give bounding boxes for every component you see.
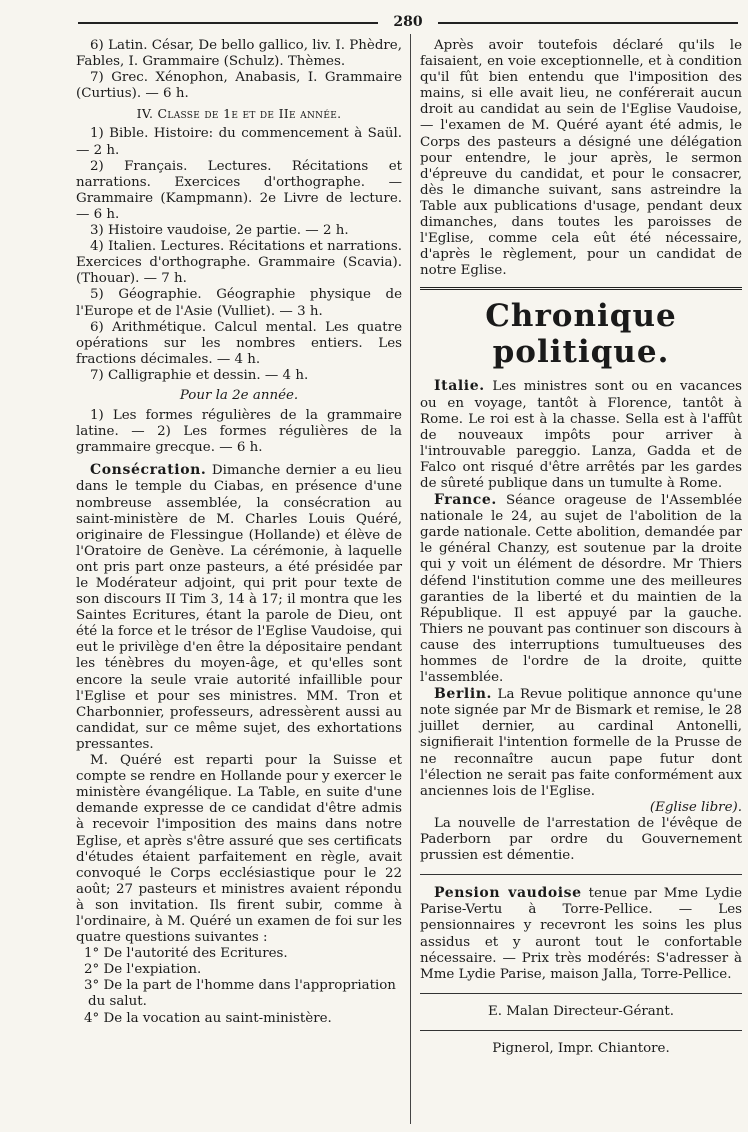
berlin-source: (Eglise libre).	[649, 799, 742, 815]
page-number: 280	[393, 14, 423, 30]
header-rule-left	[78, 22, 378, 24]
left-column	[76, 38, 402, 1027]
classe-title: IV. Classe de 1e et de IIe année.	[136, 106, 342, 122]
gerant-line: E. Malan Directeur-Gérant.	[487, 1003, 675, 1019]
right-column	[420, 38, 742, 1057]
berlin-article	[420, 686, 742, 800]
imprimeur-line: Pignerol, Impr. Chiantore.	[492, 1040, 670, 1056]
section-divider	[420, 287, 742, 290]
section-divider	[420, 993, 742, 994]
deuxieme-annee-text: 1) Les formes régulières de la grammaire latine. — 2) Les formes régulières de la grammaire grecque. — 6 h.	[76, 408, 402, 456]
header-rule-right	[438, 22, 738, 24]
chronique-title: Chronique politique.	[485, 298, 677, 371]
grec-item: 7) Grec. Xénophon, Anabasis, I. Grammaire (Curtius). — 6 h.	[76, 70, 402, 102]
berlin-text: La Revue politique annonce qu'une note signée par Mr de Bismark et remise, le 28 juillet dernier, au cardinal Antonelli, signifierait l'intention formelle de la Prusse de ne reconnaître aucun pape futur dont l'élection ne serait pas faite conformément aux anciennes lois de l'Eglise.	[420, 687, 742, 799]
classe-item: 2) Français. Lectures. Récitations et narrations. Exercices d'orthographe. — Grammaire (Kampmann). 2e Livre de lecture. — 6 h.	[76, 158, 402, 222]
italie-text: Les ministres sont ou en vacances ou en voyage, tantôt à Florence, tantôt à Rome. Le roi est à la chasse. Sella est à l'affût de nouveaux impôts pour arriver à l'introuvable pareggio. Lanza, Gadda et de Falco ont risqué d'être arrêtés par les gardes de sûreté publique dans un tumulte à Rome.	[420, 379, 742, 491]
section-divider	[420, 874, 742, 875]
berlin-heading: Berlin.	[434, 686, 493, 703]
question-item: 4° De la vocation au saint-ministère.	[84, 1010, 332, 1026]
consecration-heading: Consécration.	[90, 462, 207, 479]
latin-item: 6) Latin. César, De bello gallico, liv. I. Phèdre, Fables, I. Grammaire (Schulz). Thèmes.	[76, 38, 402, 70]
classe-item: 1) Bible. Histoire: du commencement à Saül. — 2 h.	[76, 126, 402, 158]
column-separator	[410, 34, 411, 1124]
classe-item: 6) Arithmétique. Calcul mental. Les quatre opérations sur les nombres entiers. Les fractions décimales. — 4 h.	[76, 319, 402, 367]
deuxieme-annee-title: Pour la 2e année.	[179, 387, 299, 403]
eveque-text: La nouvelle de l'arrestation de l'évêque de Paderborn par ordre du Gouvernement prussien est démentie.	[420, 815, 742, 864]
page-header	[78, 14, 738, 30]
italie-heading: Italie.	[434, 378, 485, 395]
question-item: 2° De l'expiation.	[84, 962, 202, 978]
france-article	[420, 492, 742, 686]
italie-article	[420, 378, 742, 492]
consecration-text: Dimanche dernier a eu lieu dans le temple du Ciabas, en présence d'une nombreuse assemblée, la consécration au saint-ministère de M. Charles Louis Quéré, originaire de Flessingue (Hollande) et élève de l'Oratoire de Genève. La cérémonie, à laquelle ont pris part onze pasteurs, a été présidée par le Modérateur adjoint, qui prit pour texte de son discours II Tim 3, 14 à 17; il montra que les Saintes Ecritures, étant la parole de Dieu, ont été la force et le trésor de l'Eglise Vaudoise, qui eut le privilège d'en être la dépositaire pendant les ténèbres du moyen-âge, et qu'elles sont encore la seule vraie autorité infaillible pour l'Eglise et pour ses ministres. MM. Tron et Charbonnier, professeurs, adressèrent aussi au candidat, sur ce même sujet, des exhortations pressantes.	[76, 463, 402, 752]
section-divider	[420, 1030, 742, 1031]
question-item: 1° De l'autorité des Ecritures.	[84, 946, 288, 962]
classe-item: 5) Géographie. Géographie physique de l'Europe et de l'Asie (Vulliet). — 3 h.	[76, 287, 402, 319]
pension-text: tenue par Mme Lydie Parise-Vertu à Torre-Pellice. — Les pensionnaires y recevront les soins les plus assidus et y auront tout le confortable nécessaire. — Prix très modérés: S'adresser à Mme Lydie Parise, maison Jalla, Torre-Pellice.	[420, 886, 742, 982]
classe-item: 3) Histoire vaudoise, 2e partie. — 2 h.	[90, 223, 349, 239]
classe-item: 7) Calligraphie et dessin. — 4 h.	[90, 367, 309, 383]
pension-ad	[420, 885, 742, 983]
france-heading: France.	[434, 492, 497, 509]
question-item: 3° De la part de l'homme dans l'appropriation du salut.	[84, 978, 396, 1010]
france-text: Séance orageuse de l'Assemblée nationale le 24, au sujet de l'abolition de la garde nationale. Cette abolition, demandée par le général Chanzy, est soutenue par la droite qui y voit un élément de désordre. Mr Thiers défend l'institution comme une des meilleures garanties de la liberté et du maintien de la République. Il est appuyé par la gauche. Thiers ne pouvant pas continuer son discours à cause des interruptions tumultueuses des hommes de l'ordre de la droite, quitte l'assemblée.	[420, 493, 742, 686]
consecration-article	[76, 462, 402, 753]
quere-text: M. Quéré est reparti pour la Suisse et compte se rendre en Hollande pour y exercer le ministère évangélique. La Table, en suite d'une demande expresse de ce candidat d'être admis à recevoir l'imposition des mains dans notre Eglise, et après s'être assuré que ses certificats d'études étaient parfaitement en règle, avait convoqué le Corps ecclésiastique pour le 22 août; 27 pasteurs et ministres avaient répondu à son invitation. Ils firent subir, comme à l'ordinaire, à M. Quéré un examen de foi sur les quatre questions suivantes :	[76, 753, 402, 946]
pension-heading: Pension vaudoise	[434, 885, 582, 902]
continuation-text: Après avoir toutefois déclaré qu'ils le faisaient, en voie exceptionnelle, et à condition qu'il fût bien entendu que l'imposition des mains, si elle avait lieu, ne conférerait aucun droit au candidat au sein de l'Eglise Vaudoise, — l'examen de M. Quéré ayant été admis, le Corps des pasteurs a désigné une délégation pour entendre, le jour après, le sermon d'épreuve du candidat, et pour le consacrer, dès le dimanche suivant, sans astreindre la Table aux publications d'usage, pendant deux dimanches, dans toutes les paroisses de l'Eglise, comme cela eût été nécessaire, d'après le règlement, pour un candidat de notre Eglise.	[420, 38, 742, 279]
classe-item: 4) Italien. Lectures. Récitations et narrations. Exercices d'orthographe. Grammaire (Scavia). (Thouar). — 7 h.	[76, 239, 402, 287]
